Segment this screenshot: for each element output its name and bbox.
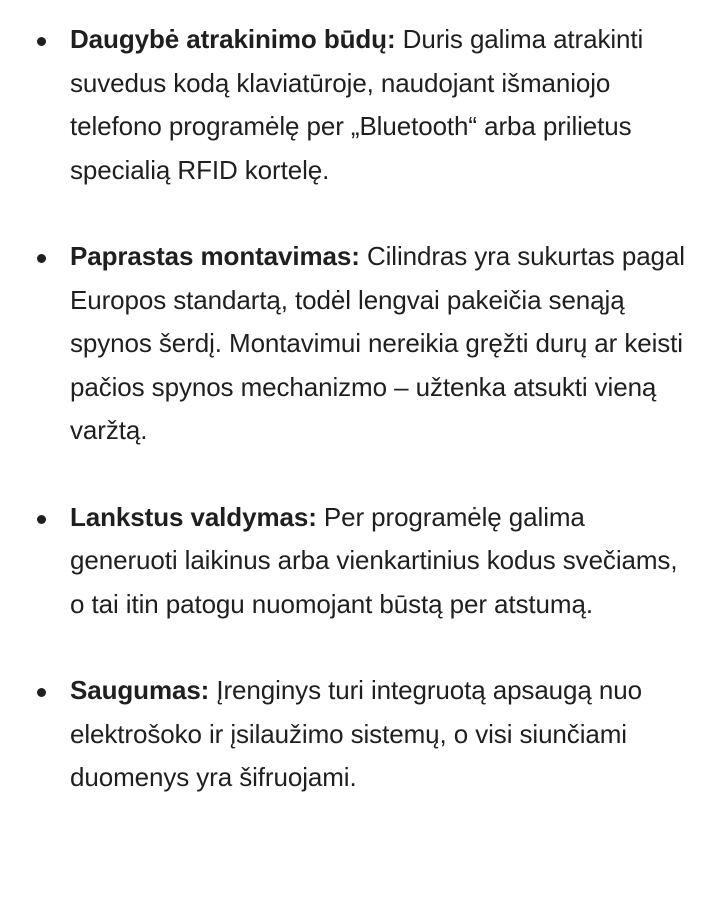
item-label: Paprastas montavimas: — [70, 241, 360, 271]
bullet-icon — [37, 515, 46, 524]
item-text — [70, 496, 692, 627]
item-body: Įrenginys turi integruotą apsaugą nuo elektrošoko ir įsilaužimo sistemų, o visi siunčiami duomenys yra šifruojami. — [70, 675, 642, 792]
list-item — [0, 496, 716, 627]
bullet-icon — [37, 37, 46, 46]
item-text — [70, 235, 692, 453]
item-text — [70, 669, 692, 800]
item-label: Saugumas: — [70, 675, 210, 705]
list-item — [0, 235, 716, 453]
item-body: Per programėlę galima generuoti laikinus arba vienkartinius kodus svečiams, o tai itin patogu nuomojant būstą per atstumą. — [70, 501, 678, 619]
item-body: Cilindras yra sukurtas pagal Europos standartą, todėl lengvai pakeičia senąją spynos šerdį. Montavimui nereikia gręžti durų ar keisti pačios spynos mechanizmo – užtenka atsukti vieną varžtą. — [70, 241, 685, 445]
feature-bullet-list — [0, 18, 716, 800]
item-body: Duris galima atrakinti suvedus kodą klaviatūroje, naudojant išmaniojo telefono programėlę per „Bluetooth“ arba prilietus specialią RFID kortelę. — [70, 24, 644, 185]
bullet-icon — [37, 254, 46, 263]
bullet-icon — [37, 688, 46, 697]
list-item — [0, 18, 716, 192]
feature-list-section — [0, 18, 716, 843]
list-item — [0, 669, 716, 800]
item-text — [70, 18, 692, 192]
item-label: Daugybė atrakinimo būdų: — [70, 24, 396, 54]
item-label: Lankstus valdymas: — [70, 501, 317, 532]
